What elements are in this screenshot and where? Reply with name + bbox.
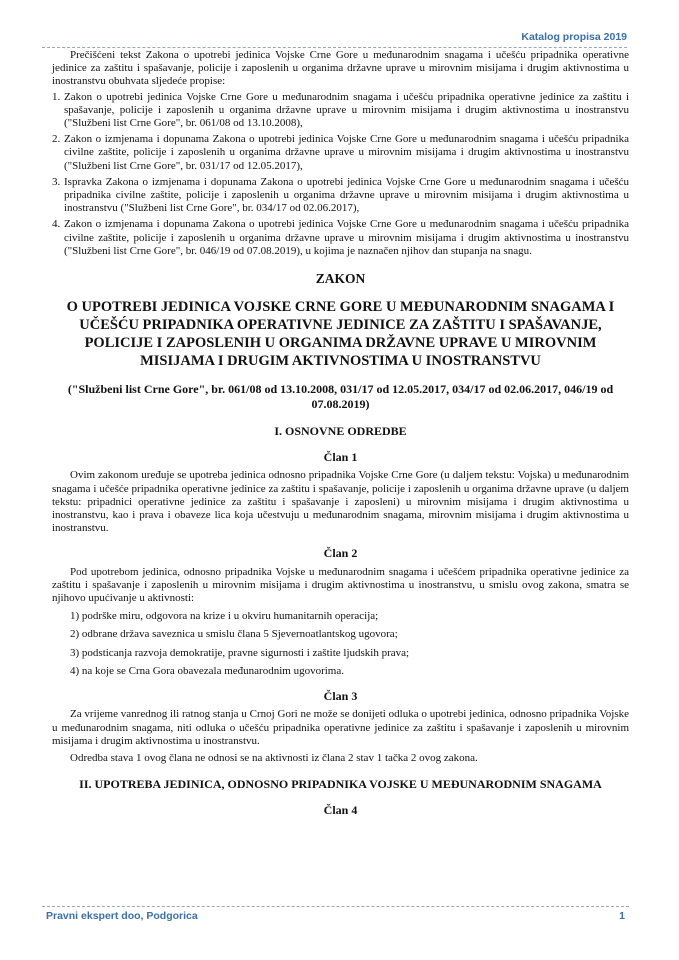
law-title: ZAKON <box>315 271 366 287</box>
source-list <box>52 91 629 258</box>
section-title-2: II. UPOTREBA JEDINICA, ODNOSNO PRIPADNIKA VOJSKE U MEĐUNARODNIM SNAGAMA <box>79 777 602 792</box>
article-3-text-1: Za vrijeme vanrednog ili ratnog stanja u Crnoj Gori ne može se donijeti odluka o upotrebi jedinica, odnosno pripadnika Vojske u međunarodnim snagama, niti odluka o učešću pripadnika operativne jedinice za zaštitu i spašavanje i zaposlenih u mirovnim misijama i drugim aktivnostima u inostranstvu. <box>52 708 629 747</box>
page-number: 1 <box>619 910 625 922</box>
page-header <box>42 31 627 48</box>
list-item: 4. Zakon o izmjenama i dopunama Zakona o upotrebi jedinica Vojske Crne Gore u međunarodnim snagama i učešću pripadnika civilne zaštite, policije i zaposlenih u organima državne uprave u mirovnim misijama i drugim aktivnostima u inostranstvu ("Službeni list Crne Gore", br. 046/19 od 07.08.2019), u kojima je naznačen njihov dan stupanja na snagu. <box>52 218 629 257</box>
law-reference: ("Službeni list Crne Gore", br. 061/08 od 13.10.2008, 031/17 od 12.05.2017, 034/17 od 02.06.2017, 046/19 od 07.08.2019) <box>67 382 614 412</box>
page-footer <box>42 906 629 925</box>
article-4-title: Član 4 <box>323 803 358 818</box>
list-item: 4) na koje se Crna Gora obavezala međunarodnim ugovorima. <box>70 664 344 677</box>
law-subtitle: O UPOTREBI JEDINICA VOJSKE CRNE GORE U MEĐUNARODNIM SNAGAMA I UČEŠĆU PRIPADNIKA OPERATIVNE JEDINICE ZA ZAŠTITU I SPAŠAVANJE, POLICIJE I ZAPOSLENIH U ORGANIMA DRŽAVNE UPRAVE U MIROVNIM MISIJAMA I DRUGIM AKTIVNOSTIMA U INOSTRANSTVU <box>66 299 615 370</box>
article-2-text: Pod upotrebom jedinica, odnosno pripadnika Vojske u međunarodnim snagama i učešćem pripadnika operativne jedinice za zaštitu i spašavanje i zaposlenih u mirovnim misijama i drugim aktivnostima u inostranstvu, u smislu ovog zakona, smatra se njihovo upućivanje u aktivnosti: <box>52 565 629 605</box>
article-1-text: Ovim zakonom uređuje se upotreba jedinica odnosno pripadnika Vojske Crne Gore (u daljem tekstu: Vojska) u međunarodnim snagama i učešće pripadnika operativne jedinice za zaštitu i spašavanje, policije i zaposlenih u organima državne uprave (u daljem tekstu: pripadnici operativne jedinice za zaštitu i spašavanje i zaposleni) u mirovnim misijama i drugim aktivnostima u inostranstvu, kao i prava i obaveze lica koja učestvuju u međunarodnim snagama, mirovnim misijama i drugim aktivnostima u inostranstvu. <box>52 469 629 535</box>
article-1-title: Član 1 <box>323 450 358 465</box>
list-item: 3) podsticanja razvoja demokratije, pravne sigurnosti i zaštite ljudskih prava; <box>70 646 410 659</box>
list-item: 3. Ispravka Zakona o izmjenama i dopunama Zakona o upotrebi jedinica Vojske Crne Gore u međunarodnim snagama i učešću pripadnika civilne zaštite, policije i zaposlenih u organima državne uprave u mirovnim misijama i drugim aktivnostima u inostranstvu ("Službeni list Crne Gore", br. 034/17 od 02.06.2017), <box>52 175 629 215</box>
catalog-title: Katalog propisa 2019 <box>521 31 627 43</box>
list-item: 1) podrške miru, odgovora na krize i u okviru humanitarnih operacija; <box>70 610 379 623</box>
document-body <box>52 49 629 822</box>
intro-paragraph: Prečišćeni tekst Zakona o upotrebi jedinica Vojske Crne Gore u međunarodnim snagama i učešću pripadnika operativne jedinice za zaštitu i spašavanje, policije i zaposlenih u organima državne uprave u mirovnim misijama i drugim aktivnostima u inostranstvu obuhvata sljedeće propise: <box>52 49 629 88</box>
section-title-1: I. OSNOVNE ODREDBE <box>274 424 407 439</box>
list-item: 1. Zakon o upotrebi jedinica Vojske Crne Gore u međunarodnim snagama i učešću pripadnika operativne jedinice za zaštitu i spašavanje, policije i zaposlenih u organima državne uprave u mirovnim misijama i drugim aktivnostima u inostranstvu ("Službeni list Crne Gore", br. 061/08 od 13.10.2008), <box>52 90 629 130</box>
article-3-title: Član 3 <box>323 689 358 704</box>
publisher-name: Pravni ekspert doo, Podgorica <box>46 910 198 922</box>
article-3-text-2: Odredba stava 1 ovog člana ne odnosi se na aktivnosti iz člana 2 stav 1 tačka 2 ovog zakona. <box>70 751 478 764</box>
article-2-title: Član 2 <box>323 546 358 561</box>
list-item: 2. Zakon o izmjenama i dopunama Zakona o upotrebi jedinica Vojske Crne Gore u međunarodnim snagama i učešću pripadnika civilne zaštite, policije i zaposlenih u organima državne uprave u mirovnim misijama i drugim aktivnostima u inostranstvu ("Službeni list Crne Gore", br. 031/17 od 12.05.2017), <box>52 133 629 172</box>
list-item: 2) odbrane država saveznica u smislu člana 5 Sjevernoatlantskog ugovora; <box>70 628 398 641</box>
